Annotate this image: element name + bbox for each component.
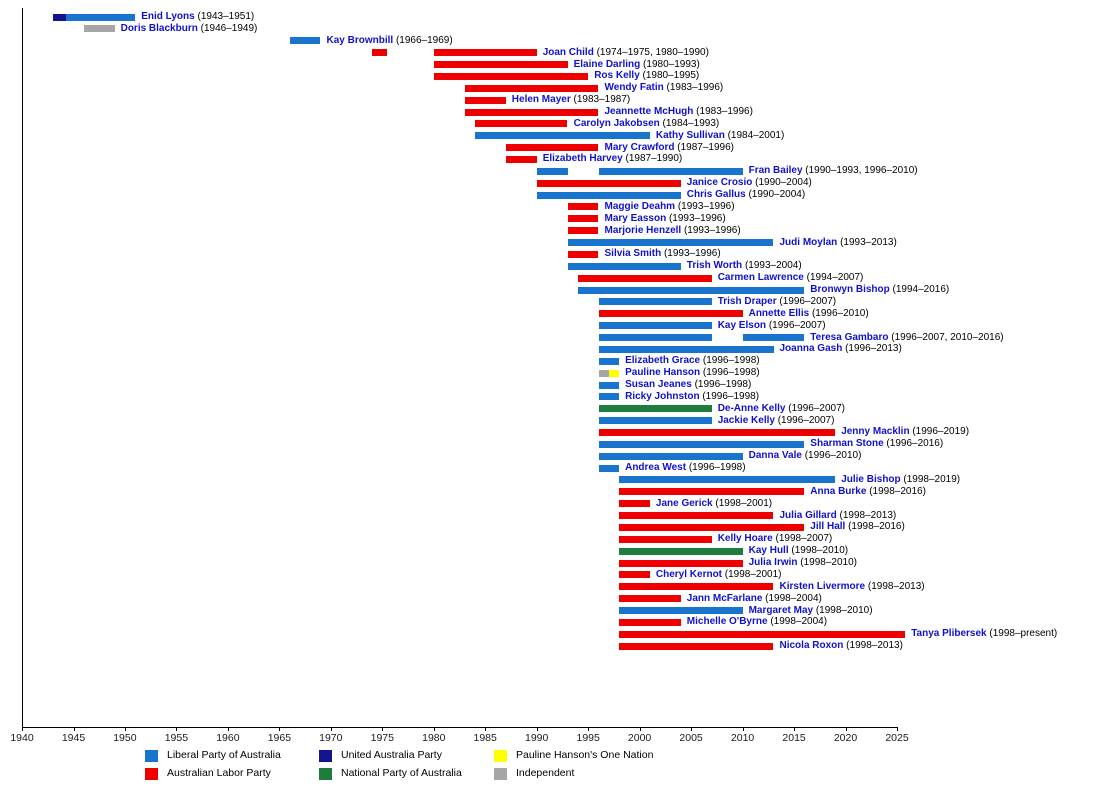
member-name: Joan Child: [542, 46, 594, 58]
axis-tick-label: 2005: [679, 732, 703, 744]
member-dates: (1987–1996): [674, 141, 735, 153]
axis-tick: [794, 727, 795, 731]
member-label: [594, 70, 699, 82]
member-name: Jenny Macklin: [841, 426, 910, 438]
member-dates: (1998–2001): [712, 497, 773, 509]
timeline-bar: [619, 512, 773, 519]
legend-swatch-national: [319, 768, 332, 780]
axis-tick-label: 1975: [370, 732, 394, 744]
legend-swatch-uap: [319, 750, 332, 762]
member-label: [718, 415, 835, 427]
axis-tick-label: 2025: [885, 732, 909, 744]
member-dates: (1996–2007): [776, 295, 837, 307]
axis-tick-label: 2015: [782, 732, 806, 744]
member-name: Anna Burke: [810, 485, 867, 497]
member-dates: (1996–2007, 2010–2016): [888, 331, 1004, 343]
axis-tick: [743, 727, 744, 731]
timeline-bar: [290, 37, 321, 44]
member-dates: (1996–2016): [883, 438, 944, 450]
member-label: [718, 403, 845, 415]
legend-label-onenation: Pauline Hanson's One Nation: [516, 749, 654, 761]
timeline-bar: [465, 97, 506, 104]
member-dates: (1996–2013): [842, 343, 902, 355]
timeline-bar: [599, 168, 743, 175]
member-dates: (1993–1996): [666, 212, 726, 224]
member-name: Kay Brownbill: [326, 34, 394, 46]
member-label: [841, 474, 960, 486]
legend-label-independent: Independent: [516, 767, 575, 779]
member-label: [718, 320, 826, 332]
timeline-bar: [568, 251, 599, 258]
member-name: Jane Gerick: [655, 497, 713, 509]
axis-tick-label: 1970: [319, 732, 343, 744]
member-dates: (1996–2010): [801, 450, 862, 462]
timeline-bar: [619, 476, 835, 483]
axis-tick: [846, 727, 847, 731]
legend-label-liberal: Liberal Party of Australia: [167, 749, 281, 761]
member-name: Tanya Plibersek: [911, 628, 987, 640]
timeline-bar: [599, 346, 774, 353]
axis-tick: [382, 727, 383, 731]
member-label: [605, 201, 735, 213]
member-dates: (1993–1996): [661, 248, 721, 260]
axis-tick: [228, 727, 229, 731]
axis-tick: [691, 727, 692, 731]
timeline-bar: [599, 417, 712, 424]
member-label: [780, 510, 897, 522]
member-name: Kirsten Livermore: [779, 580, 866, 592]
member-name: Julia Gillard: [779, 509, 837, 521]
member-dates: (1998–2004): [767, 616, 828, 628]
axis-tick-label: 2020: [833, 732, 858, 744]
legend-swatch-onenation: [494, 750, 507, 762]
timeline-bar: [537, 168, 568, 175]
member-label: [749, 557, 857, 569]
member-name: Joanna Gash: [779, 343, 843, 355]
timeline-bar: [743, 334, 805, 341]
member-dates: (1984–1993): [659, 117, 720, 129]
member-dates: (1994–2016): [889, 284, 950, 295]
member-name: Teresa Gambaro: [810, 331, 889, 343]
legend-swatch-liberal: [145, 750, 158, 762]
member-name: Kelly Hoare: [717, 533, 773, 545]
timeline-bar: [599, 405, 712, 412]
timeline-bar: [619, 571, 650, 578]
member-label: [625, 355, 760, 367]
member-label: [605, 82, 724, 94]
member-name: Nicola Roxon: [779, 640, 844, 652]
member-dates: (1998–2007): [772, 533, 833, 545]
timeline-bar: [475, 132, 650, 139]
member-dates: (1980–1995): [639, 70, 700, 82]
member-name: Enid Lyons: [141, 11, 195, 22]
member-dates: (1998–2010): [813, 604, 873, 616]
axis-tick-label: 1980: [422, 732, 446, 744]
member-name: Jill Hall: [810, 521, 846, 533]
timeline-bar: [537, 192, 681, 199]
member-name: Susan Jeanes: [625, 379, 692, 390]
member-dates: (1987–1990): [622, 153, 683, 165]
member-name: Mary Crawford: [604, 141, 675, 153]
axis-tick: [176, 727, 177, 731]
member-label: [605, 106, 753, 118]
member-dates: (1996–2019): [909, 426, 970, 438]
member-label: [780, 237, 897, 249]
member-label: [605, 213, 726, 225]
timeline-bar: [465, 109, 599, 116]
member-label: [749, 450, 862, 462]
member-name: Margaret May: [748, 604, 814, 616]
member-dates: (1996–2007): [774, 414, 835, 426]
axis-tick-label: 1945: [61, 732, 86, 744]
timeline-bar: [599, 465, 620, 472]
timeline-bar: [568, 263, 681, 270]
member-label: [749, 308, 869, 320]
member-label: [841, 426, 969, 438]
member-dates: (1943–1951): [194, 11, 255, 22]
timeline-bar: [619, 524, 804, 531]
axis-tick: [588, 727, 589, 731]
timeline-bar: [578, 287, 805, 294]
member-label: [327, 35, 453, 47]
member-label: [718, 533, 833, 545]
member-label: [718, 272, 864, 284]
member-label: [810, 486, 926, 498]
timeline-bar: [619, 560, 743, 567]
member-label: [687, 593, 822, 605]
member-label: [605, 225, 741, 237]
timeline-bar: [434, 49, 537, 56]
member-name: Jeannette McHugh: [604, 106, 694, 117]
timeline-bar: [84, 25, 115, 32]
timeline-bar: [568, 203, 599, 210]
member-dates: (1983–1996): [693, 106, 753, 117]
member-name: Julia Irwin: [748, 557, 798, 568]
timeline-bar: [619, 631, 905, 638]
axis-tick: [125, 727, 126, 731]
member-name: Chris Gallus: [686, 189, 746, 200]
member-name: Ros Kelly: [594, 70, 640, 82]
member-label: [780, 640, 903, 652]
timeline-bar: [599, 298, 712, 305]
member-dates: (1966–1969): [393, 34, 453, 46]
legend-label-national: National Party of Australia: [341, 767, 462, 779]
member-label: [780, 581, 925, 593]
member-label: [656, 498, 772, 510]
timeline-bar: [465, 85, 599, 92]
member-dates: (1993–1996): [681, 224, 741, 236]
member-label: [810, 284, 949, 296]
timeline-bar: [619, 619, 681, 626]
axis-tick-label: 1965: [267, 732, 292, 744]
member-dates: (1996–1998): [691, 379, 752, 390]
member-dates: (1998–2013): [865, 580, 925, 592]
member-dates: (1993–1996): [675, 200, 735, 212]
timeline-bar: [475, 120, 568, 127]
member-label: [749, 165, 918, 177]
member-name: Trish Draper: [717, 295, 777, 307]
member-name: Kay Elson: [717, 319, 767, 331]
timeline-bar: [619, 595, 681, 602]
member-dates: (1998–2016): [845, 521, 905, 533]
member-dates: (1993–2004): [742, 260, 802, 272]
member-label: [512, 94, 630, 106]
member-dates: (1996–2007): [785, 402, 845, 414]
member-dates: (1998–2016): [866, 485, 926, 497]
member-dates: (1990–1993, 1996–2010): [802, 165, 918, 177]
member-label: [749, 545, 849, 557]
member-name: Carolyn Jakobsen: [573, 117, 660, 129]
y-axis-line: [22, 8, 23, 727]
member-label: [687, 616, 827, 628]
axis-tick: [279, 727, 280, 731]
member-label: [718, 296, 836, 308]
axis-tick: [22, 727, 23, 731]
axis-tick: [434, 727, 435, 731]
member-name: Danna Vale: [748, 450, 802, 462]
timeline-bar: [619, 583, 773, 590]
member-name: Maggie Deahm: [604, 200, 676, 212]
member-label: [574, 59, 700, 71]
timeline-bar: [372, 49, 387, 56]
timeline-bar: [537, 180, 681, 187]
member-name: Janice Crosio: [686, 177, 753, 189]
member-dates: (1998–2010): [788, 545, 849, 557]
axis-tick-label: 1950: [113, 732, 137, 744]
axis-tick: [640, 727, 641, 731]
member-name: Doris Blackburn: [120, 22, 198, 34]
timeline-bar: [599, 370, 609, 377]
member-label: [687, 177, 812, 189]
member-dates: (1983–1996): [663, 82, 724, 94]
member-label: [605, 248, 721, 260]
axis-tick-label: 2000: [627, 732, 652, 744]
member-dates: (1980–1993): [640, 58, 700, 70]
member-dates: (1998–2013): [843, 640, 903, 652]
member-label: [687, 189, 805, 201]
member-dates: (1996–2007): [766, 319, 826, 331]
timeline-bar: [434, 61, 568, 68]
member-dates: (1946–1949): [197, 22, 258, 34]
member-dates: (1994–2007): [803, 272, 864, 284]
axis-tick-label: 1940: [10, 732, 34, 744]
timeline-bar: [568, 227, 599, 234]
axis-tick: [897, 727, 898, 731]
member-dates: (1996–1998): [700, 367, 760, 379]
member-label: [656, 130, 784, 142]
member-label: [911, 628, 1057, 640]
member-label: [625, 367, 760, 379]
member-name: Trish Worth: [686, 260, 743, 272]
member-dates: (1998–present): [986, 628, 1058, 640]
member-dates: (1983–1987): [570, 94, 631, 106]
timeline-bar: [53, 14, 66, 21]
member-name: Elizabeth Grace: [625, 355, 701, 367]
member-dates: (1998–2010): [797, 557, 857, 568]
timeline-bar: [599, 382, 620, 389]
axis-tick-label: 1990: [525, 732, 549, 744]
member-label: [749, 605, 873, 617]
member-name: Marjorie Henzell: [604, 224, 682, 236]
member-name: Cheryl Kernot: [655, 568, 723, 580]
member-label: [141, 11, 254, 23]
member-dates: (1996–1998): [686, 462, 746, 474]
member-name: Wendy Fatin: [604, 82, 664, 94]
member-name: Judi Moylan: [779, 236, 838, 248]
timeline-bar: [609, 370, 619, 377]
member-name: Pauline Hanson: [625, 367, 701, 379]
axis-tick-label: 2010: [730, 732, 755, 744]
member-name: Bronwyn Bishop: [810, 284, 890, 295]
axis-tick-label: 1960: [216, 732, 240, 744]
x-axis-line: [22, 727, 898, 728]
timeline-bar: [599, 393, 620, 400]
member-dates: (1993–2013): [837, 236, 897, 248]
timeline-bar: [578, 275, 712, 282]
axis-tick: [331, 727, 332, 731]
timeline-bar: [568, 239, 774, 246]
member-label: [625, 462, 745, 474]
timeline-bar: [599, 322, 712, 329]
legend-label-uap: United Australia Party: [341, 749, 442, 761]
member-label: [810, 521, 905, 533]
member-name: Silvia Smith: [604, 248, 662, 260]
member-label: [625, 391, 759, 403]
timeline-bar: [506, 156, 537, 163]
member-label: [574, 118, 720, 130]
member-dates: (1990–2004): [745, 189, 806, 200]
legend-swatch-independent: [494, 768, 507, 780]
member-name: Julie Bishop: [841, 473, 901, 485]
member-dates: (1998–2004): [762, 592, 822, 604]
member-dates: (1998–2001): [722, 568, 782, 580]
timeline-bar: [568, 215, 599, 222]
timeline-bar: [599, 310, 743, 317]
member-label: [810, 438, 943, 450]
member-label: [121, 23, 258, 35]
legend-label-labor: Australian Labor Party: [167, 767, 271, 779]
timeline-bar: [619, 607, 743, 614]
member-dates: (1984–2001): [724, 129, 785, 141]
member-dates: (1996–1998): [700, 355, 760, 367]
member-label: [543, 153, 683, 165]
timeline-bar: [599, 453, 743, 460]
legend-swatch-labor: [145, 768, 158, 780]
member-name: Michelle O'Byrne: [686, 616, 768, 628]
timeline-bar: [506, 144, 599, 151]
axis-tick: [485, 727, 486, 731]
axis-tick-label: 1985: [473, 732, 497, 744]
timeline-bar: [434, 73, 588, 80]
member-name: Mary Easson: [604, 212, 667, 224]
timeline-bar: [619, 548, 743, 555]
member-name: Sharman Stone: [810, 438, 884, 450]
timeline-bar: [599, 358, 620, 365]
member-name: Carmen Lawrence: [717, 272, 804, 284]
timeline-bar: [619, 500, 650, 507]
member-name: Helen Mayer: [511, 94, 571, 106]
member-dates: (1996–2010): [809, 307, 869, 319]
member-label: [780, 343, 902, 355]
timeline-bar: [599, 441, 805, 448]
member-dates: (1998–2013): [836, 509, 897, 521]
member-name: Kathy Sullivan: [655, 129, 725, 141]
axis-tick: [74, 727, 75, 731]
member-label: [687, 260, 802, 272]
member-name: Annette Ellis: [748, 307, 810, 319]
axis-tick-label: 1995: [576, 732, 600, 744]
member-dates: (1996–1998): [699, 390, 760, 402]
axis-tick: [537, 727, 538, 731]
member-name: De-Anne Kelly: [717, 402, 786, 414]
member-name: Fran Bailey: [748, 165, 803, 177]
timeline-bar: [619, 643, 773, 650]
timeline-bar: [619, 488, 804, 495]
member-label: [656, 569, 782, 581]
timeline-bar: [599, 429, 836, 436]
member-name: Kay Hull: [748, 545, 789, 557]
member-dates: (1990–2004): [752, 177, 812, 189]
timeline-bar: [619, 536, 712, 543]
member-name: Jackie Kelly: [717, 414, 775, 426]
member-dates: (1974–1975, 1980–1990): [593, 46, 709, 58]
member-name: Ricky Johnston: [625, 390, 700, 402]
member-name: Elaine Darling: [573, 58, 641, 70]
member-label: [625, 379, 751, 391]
member-label: [810, 332, 1003, 344]
member-label: [543, 47, 709, 59]
member-label: [605, 142, 735, 154]
member-name: Andrea West: [625, 462, 687, 474]
member-name: Elizabeth Harvey: [542, 153, 623, 165]
member-name: Jann McFarlane: [686, 592, 763, 604]
axis-tick-label: 1955: [164, 732, 189, 744]
timeline-bar: [66, 14, 135, 21]
timeline-bar: [599, 334, 712, 341]
member-dates: (1998–2019): [900, 473, 961, 485]
